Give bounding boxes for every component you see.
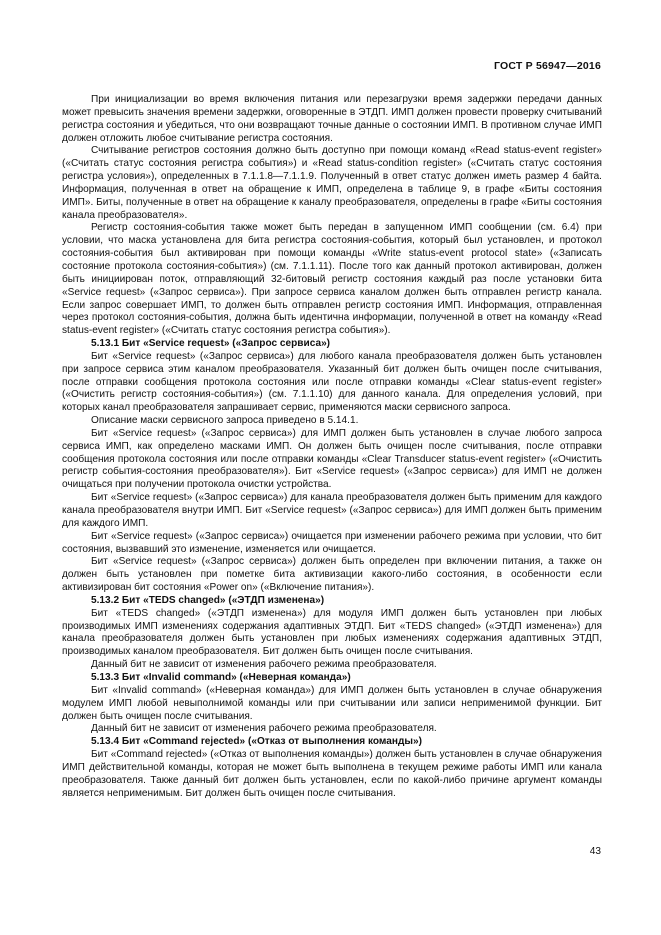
- paragraph: При инициализации во время включения питания или перезагрузки время задержки передачи данных может превысить значения времени задержки, оговоренные в ЭТДП. ИМП должен провести проверку считываний регистра состояния и убедиться, что они возвращают точные данные о состоянии ИМП. В противном случае ИМП должен отложить любое считывание регистра состояния.: [62, 94, 602, 144]
- paragraph: Данный бит не зависит от изменения рабочего режима преобразователя.: [91, 723, 437, 735]
- paragraph: Бит «Service request» («Запрос сервиса») для канала преобразователя должен быть применим для каждого канала преобразователя внутри ИМП. Бит «Service request» («Запрос сервиса») для ИМП должен быть применим для каждого ИМП.: [62, 492, 602, 529]
- paragraph: Бит «Service request» («Запрос сервиса») очищается при изменении рабочего режима при условии, что бит состояния, вызвавший это изменение, изменяется или очищается.: [62, 530, 602, 555]
- paragraph: Бит «Command rejected» («Отказ от выполнения команды») должен быть установлен в случае обнаружения ИМП действительной команды, которая не может быть выполнена в текущем режиме работы ИМП или канала преобразователя. Также данный бит должен быть установлен, если по какой-либо причине аргумент команды является неприменимым. Бит должен быть очищен после считывания.: [62, 749, 602, 799]
- section-heading: 5.13.3 Бит «Invalid command» («Неверная команда»): [91, 671, 351, 683]
- paragraph: Бит «Service request» («Запрос сервиса») должен быть определен при включении питания, а также он должен быть установлен при пометке бита активизации какого-либо состояния, в особенности если активизирован бит состояния «Power on» («Включение питания»).: [62, 556, 602, 594]
- document-number: ГОСТ Р 56947—2016: [493, 60, 601, 72]
- paragraph: Бит «TEDS changed» («ЭТДП изменена») для модуля ИМП должен быть установлен при любых производимых ИМП изменениях содержания адаптивных ЭТДП. Бит «TEDS changed» («ЭТДП изменена») для канала преобразователя должен быть установлен при любых изменениях содержания адаптивных ЭТДП, производимых каналом преобразователя. Бит должен быть очищен после считывания.: [62, 607, 602, 658]
- page-number: 43: [589, 846, 601, 857]
- paragraph: Считывание регистров состояния должно быть доступно при помощи команд «Read status-event register» («Считать статус состояния регистра события») и «Read status-condition register» («Считать статус состояния регистра условия»), определенных в 7.1.1.8—7.1.1.9. Полученный в ответ статус должен иметь размер 4 байта. Информация, полученная в ответ на обращение к ИМП, определена в таблице 9, в графе «Биты состояния ИМП». Биты, полученные в ответ на обращение к каналу преобразователя, определены в графе «Биты состояния канала преобразователя».: [62, 145, 602, 221]
- section-heading: 5.13.1 Бит «Service request» («Запрос сервиса»): [91, 338, 331, 350]
- paragraph: Регистр состояния-события также может быть передан в запущенном ИМП сообщении (см. 6.4) при условии, что маска установлена для бита регистра состояния-события, который был установлен, и протокол состояния-события был активирован при помощи команды «Write status-event protocol state» («Записать состояние протокола состояния-события») (см. 7.1.1.11). После того как данный протокол активирован, должен быть инициирован поток, отправляющий 32-битовый регистр состояния каждый раз после установки бита «Service request» («Запрос сервиса»). При запросе сервиса каналом должен быть отправлен регистр канала. Если запрос совершает ИМП, то должен быть отправлен регистр состояния ИМП. Информация, отправленная через протокол состояния-события, должна быть идентична информации, полученной в ответ на команду «Read status-event register» («Считать статус состояния регистра события»).: [62, 222, 602, 337]
- paragraph: Бит «Service request» («Запрос сервиса») для любого канала преобразователя должен быть установлен при запросе сервиса этим каналом преобразователя. Указанный бит должен быть очищен после считывания, после отправки сообщения протокола состояния или после отправки команды «Clear status-event register» («Очистить регистр состояния-события») (см. 7.1.1.10) для данного канала. Для определения условий, при которых канал преобразователя запрашивает сервис, применяются маски сервисного запроса.: [62, 350, 602, 414]
- section-heading: 5.13.4 Бит «Command rejected» («Отказ от выполнения команды»): [91, 736, 422, 748]
- section-heading: 5.13.2 Бит «TEDS changed» («ЭТДП изменена»): [91, 594, 325, 606]
- paragraph: Бит «Invalid command» («Неверная команда») для ИМП должен быть установлен в случае обнаружения модулем ИМП любой невыполнимой команды или при считывании или записи неприменимой функции. Бит должен быть очищен после считывания.: [62, 684, 602, 722]
- paragraph: Данный бит не зависит от изменения рабочего режима преобразователя.: [91, 659, 437, 671]
- document-body: [62, 94, 602, 800]
- paragraph: Бит «Service request» («Запрос сервиса») для ИМП должен быть установлен в случае любого запроса сервиса ИМП, как определено масками ИМП. Он должен быть очищен после считывания, после отправки сообщения протокола состояния или после отправки команды «Clear Transducer status-event register» («Очистить регистр события-состояния преобразователя»). Бит «Service request» («Запрос сервиса») для ИМП не должен очищаться при получении протокола очистки устройства.: [62, 427, 602, 491]
- paragraph: Описание маски сервисного запроса приведено в 5.14.1.: [91, 415, 359, 427]
